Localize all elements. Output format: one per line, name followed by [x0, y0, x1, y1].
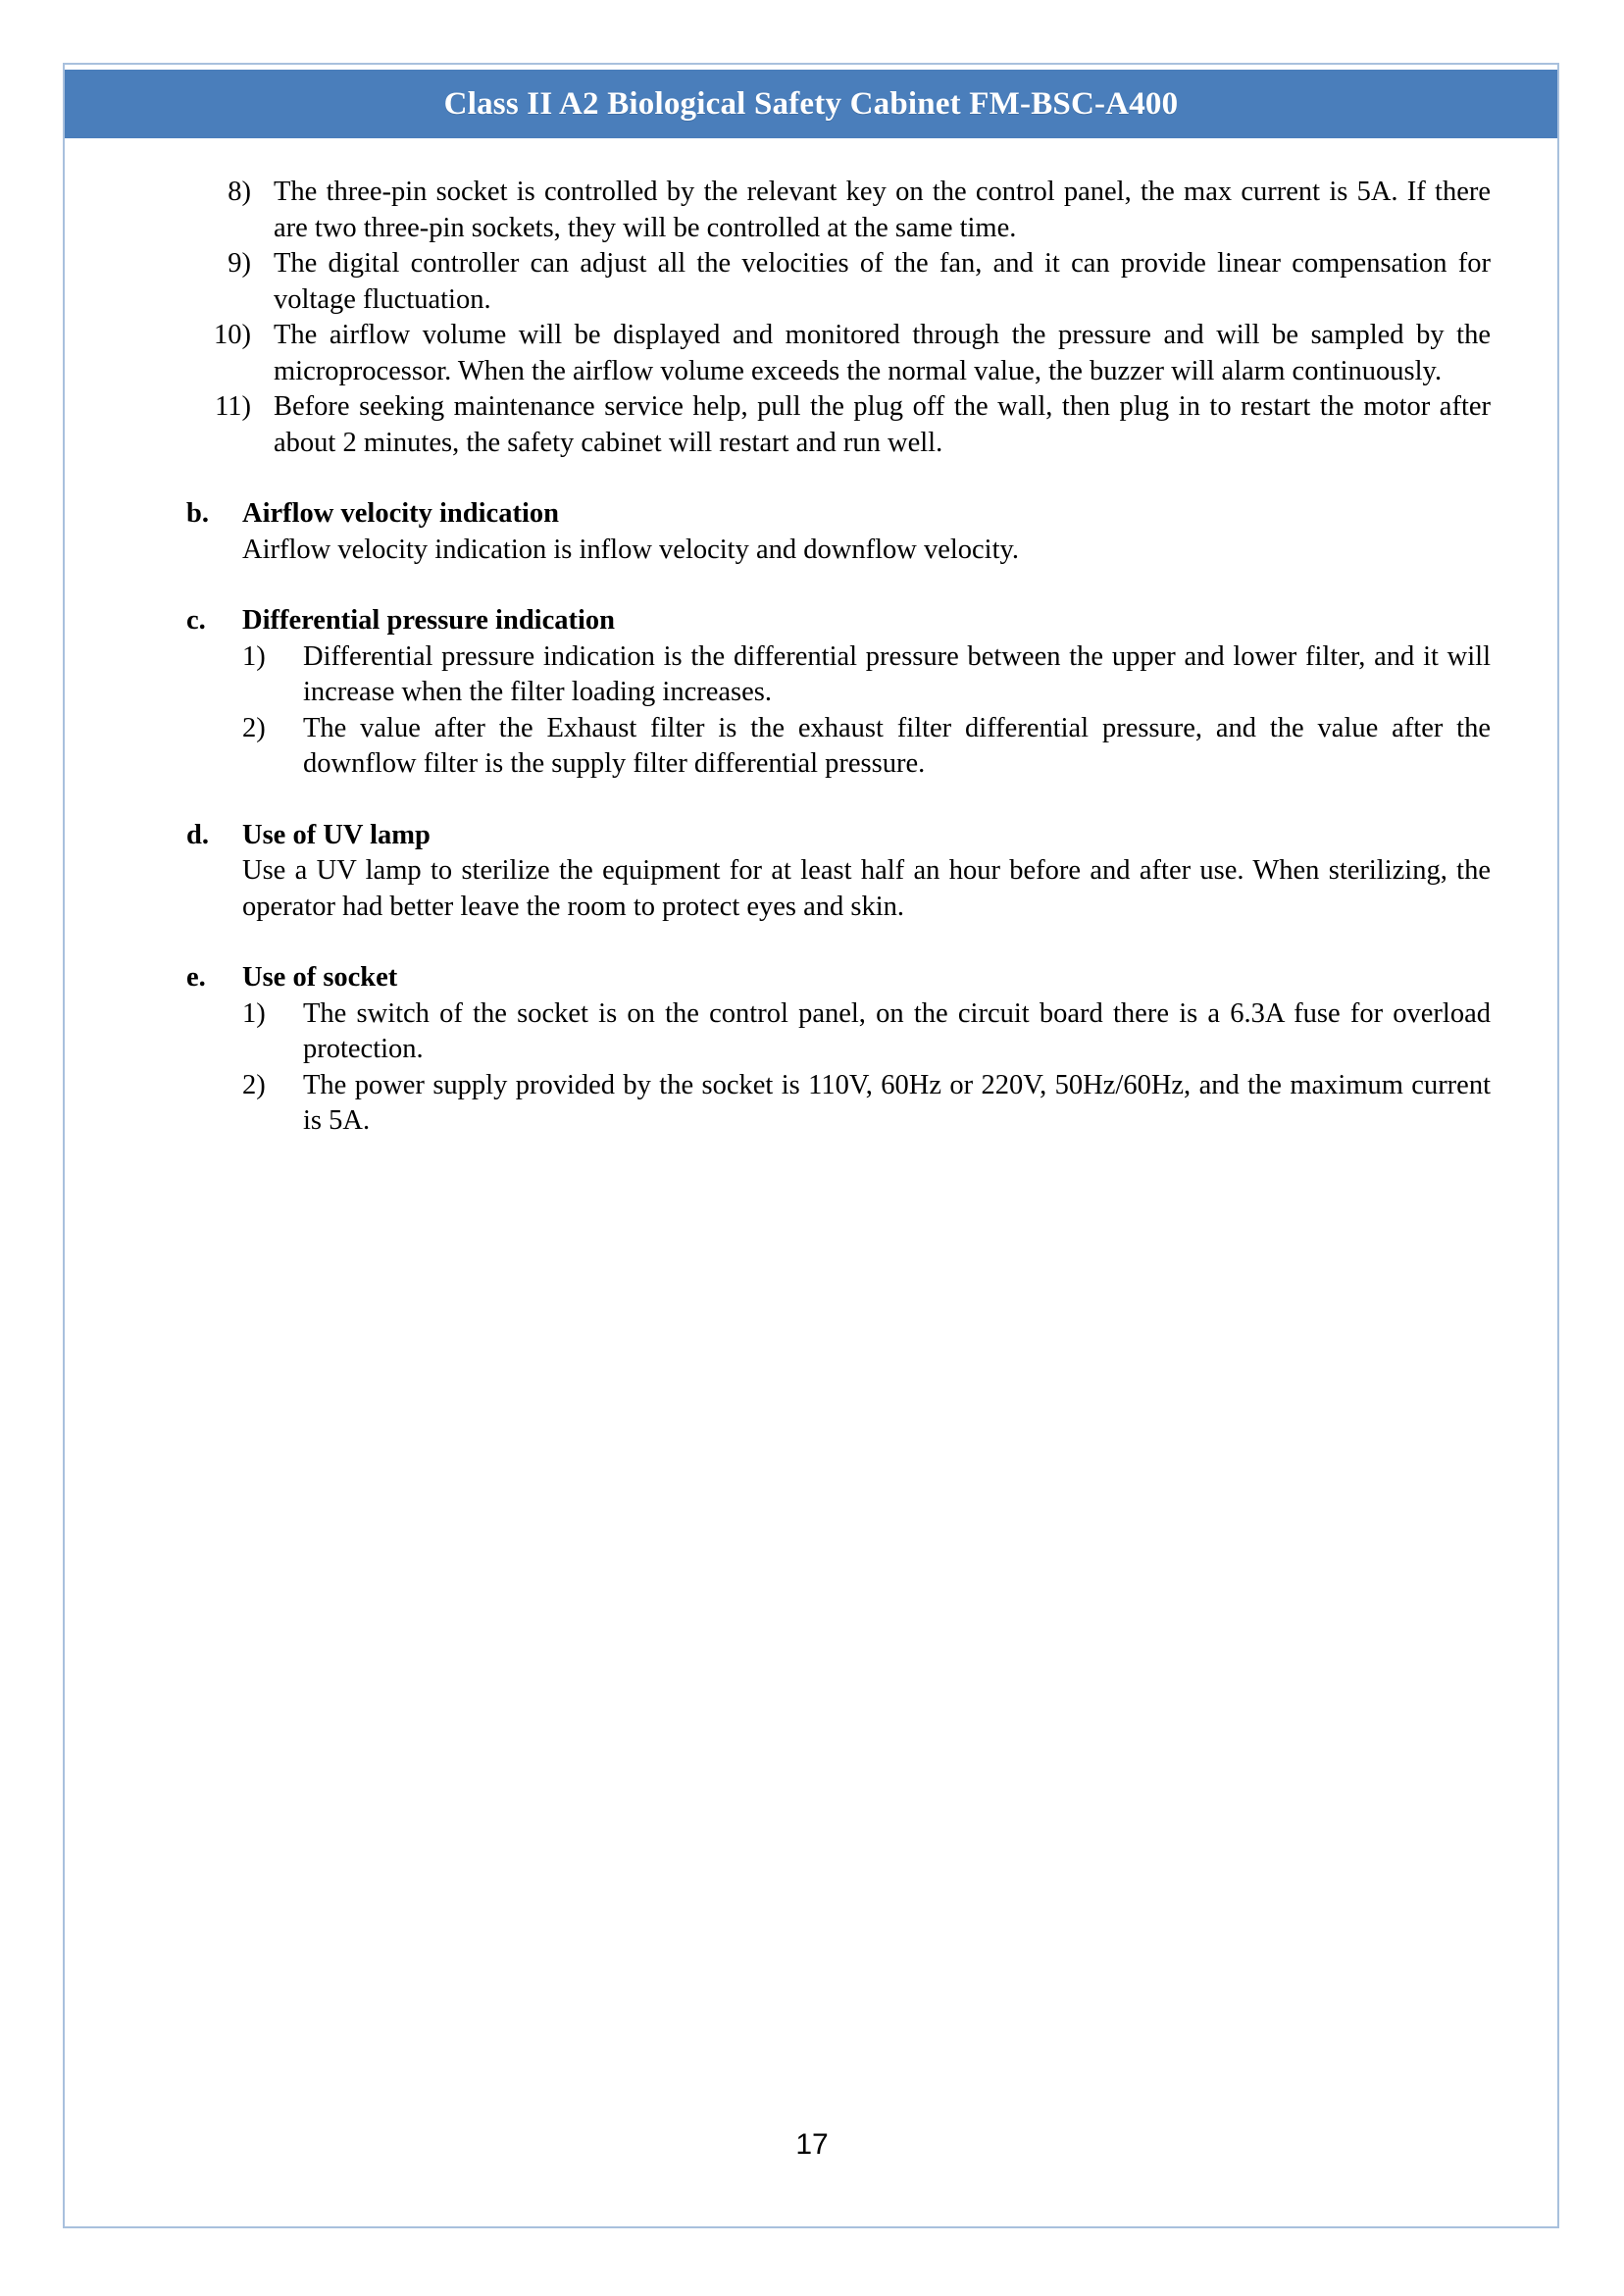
list-item	[186, 246, 1491, 318]
section-heading: Airflow velocity indication	[242, 498, 559, 529]
list-item-marker: 10)	[214, 320, 251, 350]
section-heading: Differential pressure indication	[242, 605, 615, 636]
list-item	[242, 639, 1491, 711]
section-heading: Use of UV lamp	[242, 819, 431, 850]
section-use-of-uv-lamp	[186, 818, 1491, 926]
list-item	[186, 175, 1491, 246]
section-body: Airflow velocity indication is inflow velocity and downflow velocity.	[242, 534, 1020, 565]
list-item	[242, 996, 1491, 1068]
section-marker: c.	[186, 605, 206, 636]
list-item-marker: 8)	[228, 177, 251, 207]
list-item	[186, 318, 1491, 389]
list-item-text: The switch of the socket is on the control panel, on the circuit board there is a 6.3A fuse for overload protection.	[303, 997, 1491, 1064]
list-item	[242, 711, 1491, 783]
numbered-list-continued	[186, 175, 1491, 461]
section-marker: d.	[186, 819, 209, 850]
section-use-of-socket	[186, 960, 1491, 1140]
list-item-marker: 11)	[215, 391, 251, 422]
section-sublist	[242, 996, 1491, 1140]
page-title: Class II A2 Biological Safety Cabinet FM-BSC-A400	[443, 85, 1179, 122]
list-item	[242, 1068, 1491, 1140]
list-item-text: Differential pressure indication is the differential pressure between the upper and lower filter, and it will increase when the filter loading increases.	[303, 640, 1491, 707]
section-heading: Use of socket	[242, 962, 398, 993]
page-number: 17	[795, 2128, 829, 2161]
list-item-text: The value after the Exhaust filter is the exhaust filter differential pressure, and the value after the downflow filter is the supply filter differential pressure.	[303, 712, 1491, 779]
list-item-marker: 1)	[242, 640, 266, 672]
list-item	[186, 389, 1491, 461]
section-body: Use a UV lamp to sterilize the equipment for at least half an hour before and after use. When sterilizing, the operator had better leave the room to protect eyes and skin.	[242, 855, 1491, 922]
page-header-banner	[65, 70, 1557, 138]
list-item-marker: 2)	[242, 1069, 266, 1100]
section-sublist	[242, 639, 1491, 783]
list-item-text: The three-pin socket is controlled by the relevant key on the control panel, the max current is 5A. If there are two three-pin sockets, they will be controlled at the same time.	[274, 177, 1491, 243]
list-item-marker: 2)	[242, 712, 266, 743]
list-item-text: The digital controller can adjust all the velocities of the fan, and it can provide linear compensation for voltage fluctuation.	[274, 248, 1491, 315]
list-item-marker: 1)	[242, 997, 266, 1029]
list-item-text: The airflow volume will be displayed and monitored through the pressure and will be sampled by the microprocessor. When the airflow volume exceeds the normal value, the buzzer will alarm continuously.	[274, 320, 1491, 386]
page-content	[186, 175, 1491, 1140]
section-marker: b.	[186, 498, 209, 529]
list-item-marker: 9)	[228, 248, 251, 279]
list-item-text: The power supply provided by the socket is 110V, 60Hz or 220V, 50Hz/60Hz, and the maximum current is 5A.	[303, 1069, 1491, 1136]
section-airflow-velocity-indication	[186, 496, 1491, 568]
section-differential-pressure-indication	[186, 603, 1491, 783]
list-item-text: Before seeking maintenance service help, pull the plug off the wall, then plug in to restart the motor after about 2 minutes, the safety cabinet will restart and run well.	[274, 391, 1491, 458]
section-marker: e.	[186, 962, 206, 993]
